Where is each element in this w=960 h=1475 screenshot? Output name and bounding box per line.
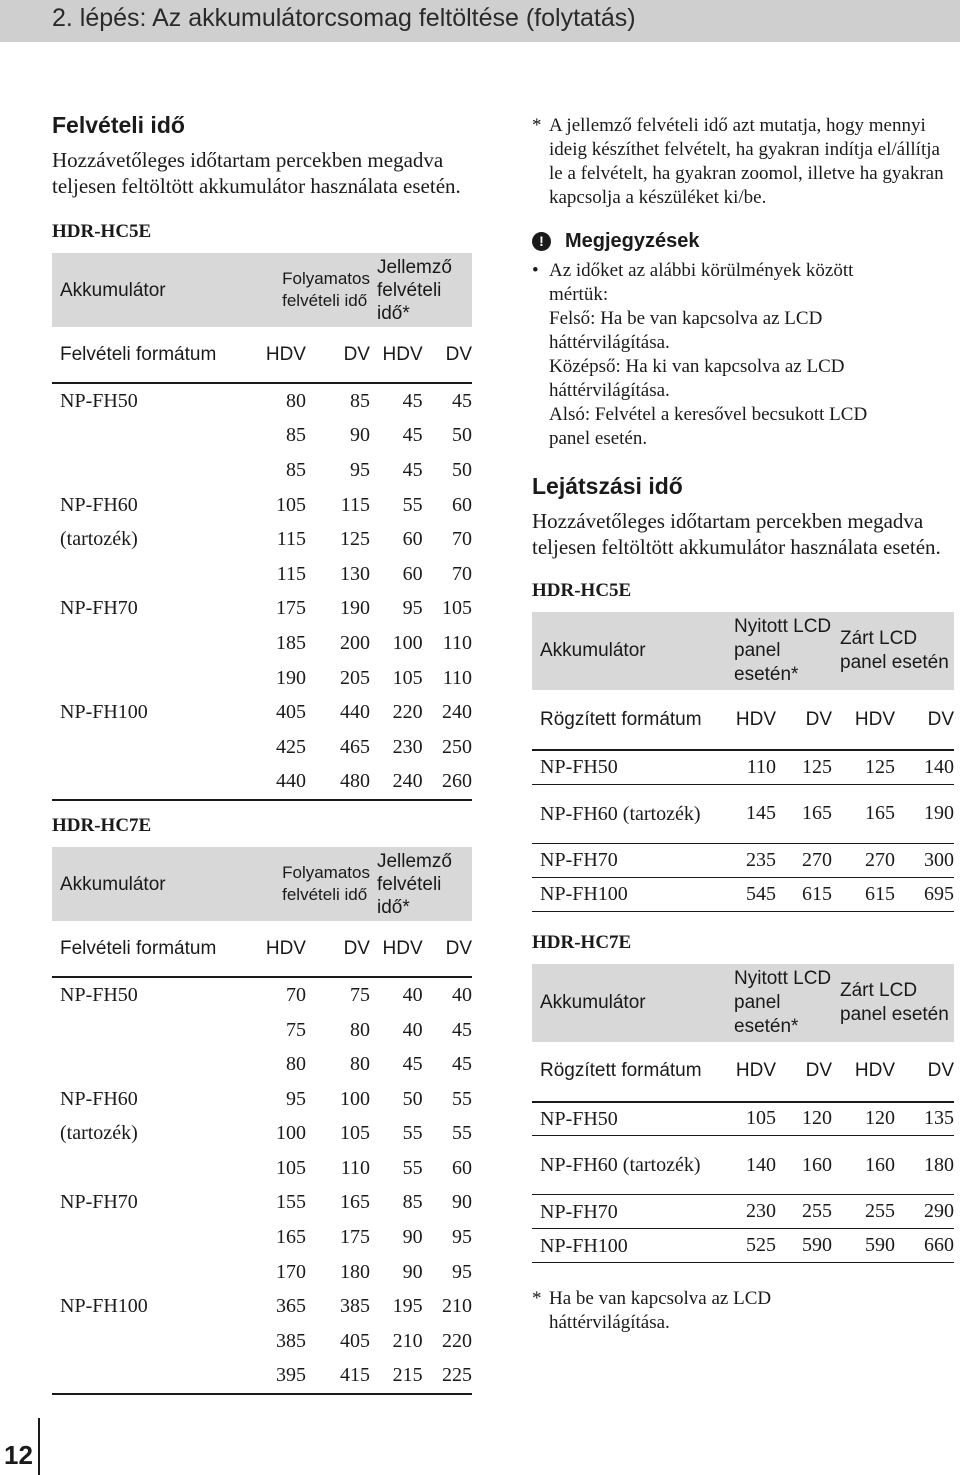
time-value: 115 — [276, 562, 306, 585]
time-value: 165 — [275, 1226, 306, 1249]
time-value: 215 — [370, 1359, 423, 1395]
time-value: 590 — [832, 1229, 895, 1263]
page-number-rule — [38, 1418, 40, 1475]
notes-line: panel esetén. — [549, 428, 648, 449]
header-hdv: HDV — [232, 327, 306, 383]
right-column — [532, 114, 956, 1335]
time-value: 100 — [392, 631, 423, 654]
footnote-text: A jellemző felvételi idő azt mutatja, hogy mennyi ideig készíthet felvételt, ha gyakran indítja el/állítja le a felvételt, ha gyakran zoomol, illetve ha gyakran kapcsolja a készüléket ki/be. — [549, 115, 944, 208]
time-value: 105 — [442, 597, 472, 620]
notes-section — [532, 230, 956, 451]
footnote-lcd — [532, 1287, 956, 1335]
time-value: 100 — [275, 1122, 306, 1145]
table-row — [532, 843, 954, 877]
table-row — [52, 1151, 472, 1186]
time-value: 200 — [339, 631, 370, 654]
time-value: 235 — [724, 843, 776, 877]
time-value: 115 — [276, 528, 306, 551]
header-format: Felvételi formátum — [52, 921, 232, 977]
time-value: 70 — [452, 562, 472, 585]
time-value: 180 — [339, 1260, 370, 1283]
header-battery: Akkumulátor — [532, 612, 724, 690]
header-hdv: HDV — [724, 1042, 776, 1102]
recording-time-intro: Hozzávetőleges időtartam percekben megadva teljesen feltöltött akkumulátor használata esetén. — [52, 148, 461, 198]
header-dv: DV — [895, 1042, 954, 1102]
time-value: 105 — [275, 1156, 306, 1179]
time-value: 130 — [339, 562, 370, 585]
model-label-hc5e: HDR-HC5E — [52, 221, 152, 242]
table-row — [52, 522, 472, 557]
table-row — [52, 557, 472, 592]
time-value: 90 — [402, 1260, 423, 1283]
header-typical: Jellemző felvételi idő* — [370, 253, 472, 327]
notes-heading: Megjegyzések — [565, 230, 700, 252]
time-value: 440 — [232, 765, 306, 801]
time-value: 80 — [285, 1053, 306, 1076]
time-value: 140 — [724, 1136, 776, 1195]
time-value: 195 — [392, 1295, 423, 1318]
header-hdv: HDV — [832, 690, 895, 750]
footnote-star: * — [532, 1288, 542, 1309]
time-value: 45 — [402, 389, 423, 412]
time-value: 695 — [895, 877, 954, 911]
recording-time-heading: Felvételi idő — [52, 112, 185, 138]
time-value: 90 — [349, 424, 370, 447]
time-value: 160 — [832, 1136, 895, 1195]
time-value: 415 — [306, 1359, 370, 1395]
time-value: 100 — [339, 1087, 370, 1110]
time-value: 190 — [275, 666, 306, 689]
table-row — [52, 383, 472, 419]
header-open-lcd: Nyitott LCD panel esetén* — [724, 964, 832, 1042]
time-value: 105 — [724, 1102, 776, 1136]
recording-table-hc5e — [52, 253, 472, 801]
table-row — [52, 661, 472, 696]
table-row — [52, 1013, 472, 1048]
table-row — [532, 1102, 954, 1136]
time-value: 90 — [452, 1191, 472, 1214]
time-value: 50 — [452, 458, 472, 481]
time-value: 405 — [275, 701, 306, 724]
notes-line: Az időket az alábbi körülmények között — [549, 260, 854, 281]
time-value: 395 — [232, 1359, 306, 1395]
table-row — [52, 592, 472, 627]
header-hdv: HDV — [232, 921, 306, 977]
header-dv: DV — [306, 327, 370, 383]
time-value: 110 — [442, 631, 472, 654]
table-row — [52, 488, 472, 523]
time-value: 180 — [895, 1136, 954, 1195]
battery-name: NP-FH60 (tartozék) — [532, 1136, 724, 1195]
time-value: 95 — [452, 1260, 472, 1283]
time-value: 240 — [370, 765, 423, 801]
header-open-lcd: Nyitott LCD panel esetén* — [724, 612, 832, 690]
playback-table-hc7e — [532, 964, 954, 1264]
header-dv: DV — [423, 921, 472, 977]
time-value: 60 — [402, 528, 423, 551]
time-value: 95 — [402, 597, 423, 620]
model-label-hc7e: HDR-HC7E — [52, 815, 152, 837]
time-value: 60 — [452, 493, 472, 516]
table-row — [52, 765, 472, 801]
time-value: 110 — [724, 750, 776, 784]
time-value: 105 — [339, 1122, 370, 1145]
time-value: 45 — [452, 389, 472, 412]
header-dv: DV — [776, 690, 832, 750]
time-value: 125 — [776, 750, 832, 784]
battery-name: NP-FH70 — [532, 843, 724, 877]
table-row — [532, 750, 954, 784]
table-row — [532, 1136, 954, 1195]
time-value: 170 — [275, 1260, 306, 1283]
time-value: 120 — [776, 1102, 832, 1136]
time-value: 615 — [832, 877, 895, 911]
header-hdv: HDV — [370, 327, 423, 383]
battery-name: (tartozék) — [60, 1122, 138, 1145]
time-value: 85 — [285, 458, 306, 481]
time-value: 220 — [392, 701, 423, 724]
time-value: 590 — [776, 1229, 832, 1263]
time-value: 45 — [402, 424, 423, 447]
battery-name — [52, 1047, 232, 1082]
time-value: 125 — [832, 750, 895, 784]
notes-line: Középső: Ha ki van kapcsolva az LCD — [549, 356, 845, 377]
table-row — [52, 419, 472, 454]
notes-line: mértük: — [549, 284, 609, 305]
battery-name: NP-FH70 — [60, 1191, 138, 1214]
time-value: 260 — [423, 765, 472, 801]
table-row — [52, 1324, 472, 1359]
header-hdv: HDV — [724, 690, 776, 750]
time-value: 145 — [724, 784, 776, 843]
time-value: 190 — [339, 597, 370, 620]
header-battery: Akkumulátor — [532, 964, 724, 1042]
header-continuous: Folyamatos felvételi idő — [232, 847, 370, 921]
notes-icon: ! — [532, 232, 551, 251]
battery-name: NP-FH70 — [532, 1195, 724, 1229]
time-value: 40 — [452, 983, 472, 1006]
time-value: 465 — [339, 735, 370, 758]
time-value: 385 — [339, 1295, 370, 1318]
battery-name: NP-FH100 — [60, 701, 148, 724]
battery-name: NP-FH100 — [60, 1295, 148, 1318]
battery-name — [52, 419, 232, 454]
header-hdv: HDV — [832, 1042, 895, 1102]
battery-name — [52, 730, 232, 765]
battery-name: NP-FH100 — [532, 877, 724, 911]
table-row — [52, 695, 472, 730]
time-value: 125 — [339, 528, 370, 551]
table-row — [52, 1220, 472, 1255]
battery-name: (tartozék) — [60, 528, 138, 551]
battery-name — [52, 453, 232, 488]
time-value: 255 — [776, 1195, 832, 1229]
time-value: 85 — [402, 1191, 423, 1214]
page-header — [0, 0, 960, 42]
time-value: 175 — [275, 597, 306, 620]
battery-name — [52, 1013, 232, 1048]
time-value: 80 — [349, 1053, 370, 1076]
battery-name: NP-FH60 — [60, 493, 138, 516]
battery-name: NP-FH60 — [60, 1087, 138, 1110]
battery-name: NP-FH50 — [60, 389, 138, 412]
time-value: 405 — [339, 1329, 370, 1352]
battery-name — [52, 765, 232, 801]
header-dv: DV — [423, 327, 472, 383]
time-value: 90 — [402, 1226, 423, 1249]
time-value: 95 — [285, 1087, 306, 1110]
time-value: 95 — [452, 1226, 472, 1249]
time-value: 55 — [452, 1087, 472, 1110]
header-continuous: Folyamatos felvételi idő — [232, 253, 370, 327]
footnote-typical — [532, 114, 956, 210]
battery-name — [52, 661, 232, 696]
time-value: 440 — [339, 701, 370, 724]
time-value: 290 — [895, 1195, 954, 1229]
battery-name — [52, 1151, 232, 1186]
time-value: 45 — [402, 1053, 423, 1076]
time-value: 40 — [402, 1018, 423, 1041]
notes-line: Alsó: Felvétel a keresővel becsukott LCD — [549, 404, 868, 425]
time-value: 60 — [452, 1156, 472, 1179]
time-value: 110 — [442, 666, 472, 689]
time-value: 230 — [392, 735, 423, 758]
battery-name: NP-FH50 — [60, 983, 138, 1006]
header-battery: Akkumulátor — [52, 253, 232, 327]
time-value: 425 — [275, 735, 306, 758]
table-row — [52, 453, 472, 488]
time-value: 55 — [402, 1156, 423, 1179]
time-value: 230 — [724, 1195, 776, 1229]
time-value: 255 — [832, 1195, 895, 1229]
table-row — [52, 977, 472, 1013]
header-format: Rögzített formátum — [532, 690, 724, 750]
model-label-hc5e: HDR-HC5E — [532, 580, 632, 601]
time-value: 55 — [402, 1122, 423, 1145]
model-label-hc7e: HDR-HC7E — [532, 931, 632, 953]
time-value: 105 — [392, 666, 423, 689]
header-format: Felvételi formátum — [52, 327, 232, 383]
battery-name — [52, 557, 232, 592]
time-value: 95 — [349, 458, 370, 481]
time-value: 175 — [339, 1226, 370, 1249]
time-value: 70 — [285, 983, 306, 1006]
table-row — [532, 784, 954, 843]
time-value: 240 — [442, 701, 472, 724]
table-row — [52, 1359, 472, 1395]
time-value: 525 — [724, 1229, 776, 1263]
time-value: 545 — [724, 877, 776, 911]
time-value: 120 — [832, 1102, 895, 1136]
notes-lines — [549, 259, 867, 451]
time-value: 185 — [275, 631, 306, 654]
table-row — [52, 1047, 472, 1082]
notes-line: háttérvilágítása. — [549, 380, 670, 401]
time-value: 60 — [402, 562, 423, 585]
time-value: 165 — [776, 784, 832, 843]
header-format: Rögzített formátum — [532, 1042, 724, 1102]
table-row — [532, 877, 954, 911]
time-value: 80 — [349, 1018, 370, 1041]
notes-line: Felső: Ha be van kapcsolva az LCD — [549, 308, 823, 329]
battery-name — [52, 1220, 232, 1255]
time-value: 85 — [285, 424, 306, 447]
time-value: 160 — [776, 1136, 832, 1195]
time-value: 210 — [392, 1329, 423, 1352]
notes-bullet: • — [532, 260, 539, 281]
time-value: 50 — [452, 424, 472, 447]
battery-name: NP-FH60 (tartozék) — [532, 784, 724, 843]
battery-name — [52, 1255, 232, 1290]
time-value: 205 — [339, 666, 370, 689]
header-typical: Jellemző felvételi idő* — [370, 847, 472, 921]
time-value: 70 — [452, 528, 472, 551]
header-dv: DV — [306, 921, 370, 977]
header-closed-lcd: Zárt LCD panel esetén — [832, 612, 954, 690]
time-value: 615 — [776, 877, 832, 911]
footnote-star: * — [532, 115, 542, 136]
time-value: 190 — [895, 784, 954, 843]
time-value: 115 — [340, 493, 370, 516]
table-row — [52, 730, 472, 765]
time-value: 50 — [402, 1087, 423, 1110]
time-value: 165 — [832, 784, 895, 843]
battery-name — [52, 1324, 232, 1359]
table-row — [52, 1289, 472, 1324]
time-value: 40 — [402, 983, 423, 1006]
battery-name — [52, 1359, 232, 1395]
playback-table-hc5e — [532, 612, 954, 912]
time-value: 270 — [776, 843, 832, 877]
time-value: 365 — [275, 1295, 306, 1318]
time-value: 45 — [402, 458, 423, 481]
time-value: 45 — [452, 1053, 472, 1076]
table-row — [52, 1082, 472, 1117]
table-row — [52, 1186, 472, 1221]
time-value: 660 — [895, 1229, 954, 1263]
page-title: 2. lépés: Az akkumulátorcsomag feltöltése (folytatás) — [52, 4, 636, 32]
time-value: 55 — [452, 1122, 472, 1145]
time-value: 270 — [832, 843, 895, 877]
time-value: 45 — [452, 1018, 472, 1041]
notes-item — [532, 259, 956, 451]
time-value: 210 — [442, 1295, 472, 1318]
time-value: 140 — [895, 750, 954, 784]
table-row — [532, 1229, 954, 1263]
table-row — [532, 1195, 954, 1229]
time-value: 80 — [285, 389, 306, 412]
time-value: 250 — [442, 735, 472, 758]
time-value: 165 — [339, 1191, 370, 1214]
time-value: 110 — [340, 1156, 370, 1179]
header-dv: DV — [776, 1042, 832, 1102]
header-closed-lcd: Zárt LCD panel esetén — [832, 964, 954, 1042]
time-value: 220 — [442, 1329, 472, 1352]
table-row — [52, 1255, 472, 1290]
battery-name: NP-FH100 — [532, 1229, 724, 1263]
time-value: 480 — [306, 765, 370, 801]
battery-name: NP-FH50 — [532, 1102, 724, 1136]
time-value: 105 — [275, 493, 306, 516]
battery-name: NP-FH50 — [532, 750, 724, 784]
time-value: 135 — [895, 1102, 954, 1136]
footnote-text: Ha be van kapcsolva az LCD háttérvilágítása. — [549, 1288, 772, 1333]
battery-name — [52, 626, 232, 661]
time-value: 55 — [402, 493, 423, 516]
left-column — [52, 112, 476, 1395]
table-row — [52, 626, 472, 661]
time-value: 225 — [423, 1359, 472, 1395]
time-value: 75 — [285, 1018, 306, 1041]
time-value: 85 — [349, 389, 370, 412]
header-battery: Akkumulátor — [52, 847, 232, 921]
table-row — [52, 1117, 472, 1152]
notes-line: háttérvilágítása. — [549, 332, 670, 353]
time-value: 155 — [275, 1191, 306, 1214]
header-dv: DV — [895, 690, 954, 750]
header-hdv: HDV — [370, 921, 423, 977]
time-value: 75 — [349, 983, 370, 1006]
time-value: 300 — [895, 843, 954, 877]
time-value: 385 — [275, 1329, 306, 1352]
playback-time-intro: Hozzávetőleges időtartam percekben megadva teljesen feltöltött akkumulátor használata esetén. — [532, 509, 941, 559]
battery-name: NP-FH70 — [60, 597, 138, 620]
page-number: 12 — [4, 1440, 33, 1470]
recording-table-hc7e — [52, 847, 472, 1395]
playback-time-heading: Lejátszási idő — [532, 473, 683, 499]
